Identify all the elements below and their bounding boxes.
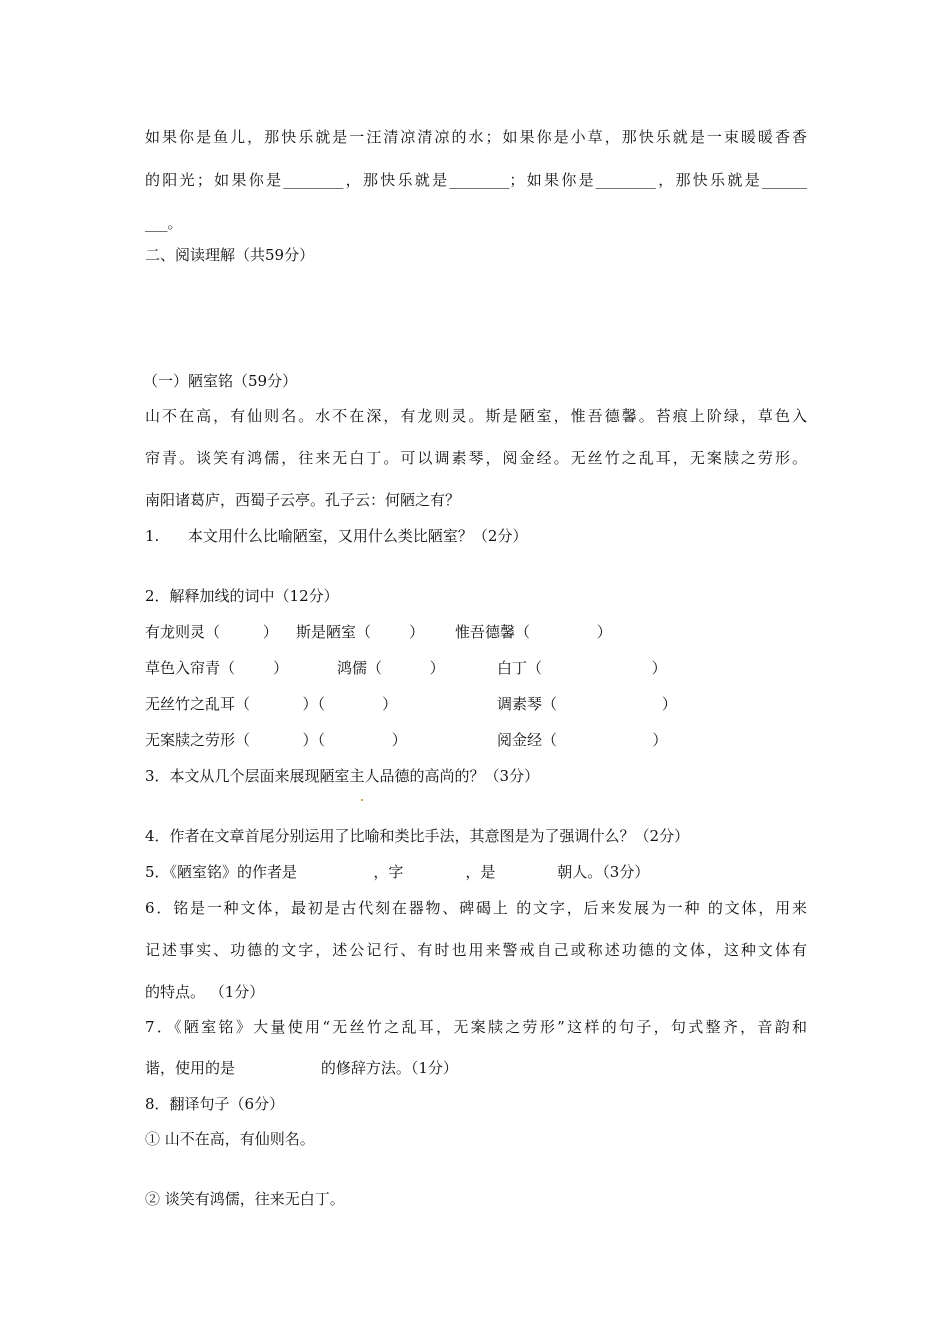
translate-sentence-1: ① 山不在高，有仙则名。 <box>145 1130 315 1148</box>
question-7-line-2: 谐，使用的是 的修辞方法。（1分） <box>145 1059 458 1077</box>
fill-in-line-2: 的阳光；如果你是________，那快乐就是________；如果你是________，那快乐就是______ <box>145 171 807 189</box>
passage-line-2: 帘青。谈笑有鸿儒，往来无白丁。可以调素琴，阅金经。无丝竹之乱耳，无案牍之劳形。 <box>145 449 807 467</box>
question-4: 4．作者在文章首尾分别运用了比喻和类比手法，其意图是为了强调什么？（2分） <box>145 827 690 845</box>
question-5: 5．《陋室铭》的作者是 ，字 ，是 朝人。（3分） <box>145 863 650 881</box>
question-1: 1. 本文用什么比喻陋室，又用什么类比陋室？（2分） <box>145 527 528 545</box>
q2-row1-c: 惟吾德馨（ ） <box>455 623 612 641</box>
question-3: 3．本文从几个层面来展现陋室主人品德的高尚的？（3分） <box>145 767 540 785</box>
stray-dot <box>361 799 363 801</box>
q2-row3-b: 调素琴（ ） <box>497 695 677 713</box>
question-7-line-1: 7．《陋室铭》大量使用“无丝竹之乱耳，无案牍之劳形”这样的句子，句式整齐，音韵和 <box>145 1018 807 1036</box>
q2-row2-a: 草色入帘青（ ） <box>145 659 289 677</box>
q2-row1-b: 斯是陋室（ ） <box>296 623 425 641</box>
passage-line-3: 南阳诸葛庐，西蜀子云亭。孔子云：何陋之有？ <box>145 491 461 509</box>
section-title-reading: 二、阅读理解（共59分） <box>145 246 315 264</box>
passage-heading: （一）陋室铭（59分） <box>143 372 298 390</box>
q2-row4-b: 阅金经（ ） <box>497 731 668 749</box>
q2-row2-b: 鸿儒（ ） <box>337 659 445 677</box>
q2-row1-a: 有龙则灵（ ） <box>145 623 278 641</box>
q2-row3-a: 无丝竹之乱耳（ ）（ ） <box>145 695 398 713</box>
question-8-title: 8．翻译句子（6分） <box>145 1095 285 1113</box>
question-6-line-2: 记述事实、功德的文字，述公记行、有时也用来警戒自己或称述功德的文体，这种文体有 <box>145 941 807 959</box>
fill-in-line-1: 如果你是鱼儿，那快乐就是一汪清凉清凉的水；如果你是小草，那快乐就是一束暖暖香香 <box>145 128 807 146</box>
question-6-line-3: 的特点。 （1分） <box>145 983 265 1001</box>
q2-row2-c: 白丁（ ） <box>497 659 667 677</box>
q2-row4-a: 无案牍之劳形（ ）（ ） <box>145 731 407 749</box>
question-2-title: 2．解释加线的词中（12分） <box>145 587 339 605</box>
passage-line-1: 山不在高，有仙则名。水不在深，有龙则灵。斯是陋室，惟吾德馨。苔痕上阶绿，草色入 <box>145 407 807 425</box>
translate-sentence-2: ② 谈笑有鸿儒，往来无白丁。 <box>145 1190 345 1208</box>
question-6-line-1: 6．铭是一种文体，最初是古代刻在器物、碑碣上 的文字，后来发展为一种 的文体，用来 <box>145 899 807 917</box>
fill-in-line-3: ___。 <box>145 214 183 232</box>
